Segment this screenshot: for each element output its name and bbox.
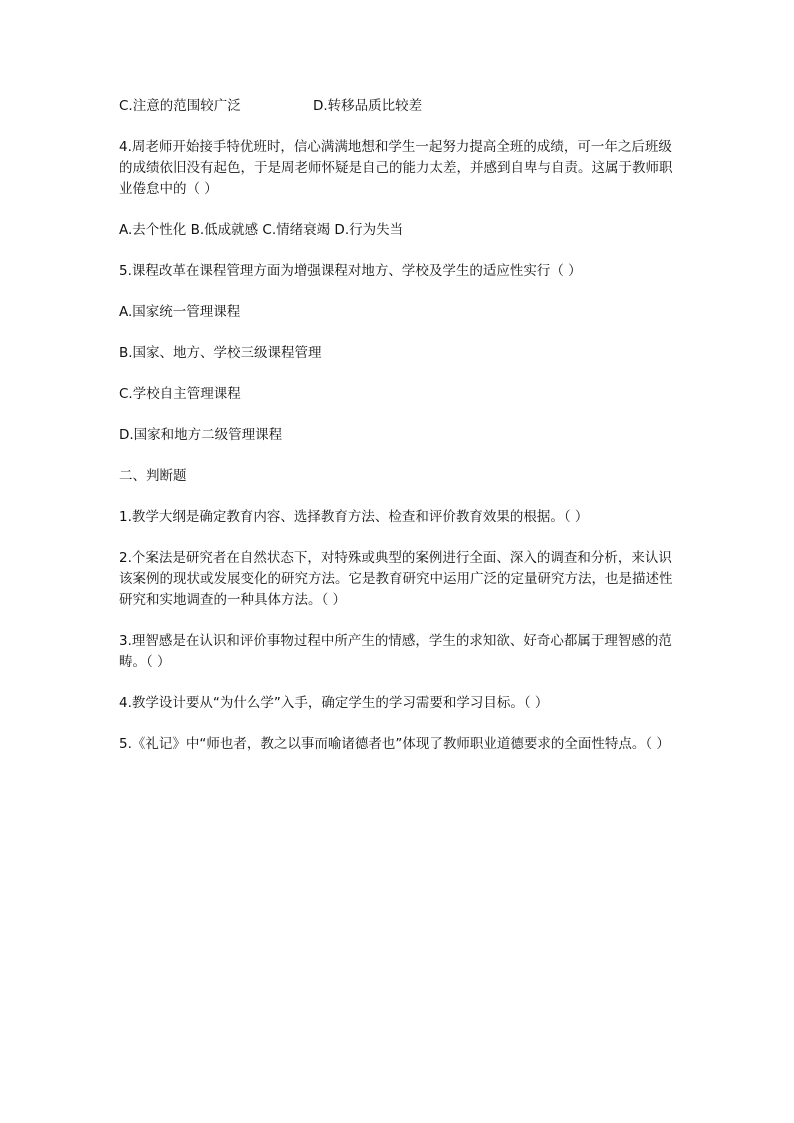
section-title-judgment: 二、判断题 <box>119 468 187 484</box>
judgment-item-1: 1.教学大纲是确定教育内容、选择教育方法、检查和评价教育效果的根据。（ ） <box>119 509 589 525</box>
judgment-item-3: 3.理智感是在认识和评价事物过程中所产生的情感，学生的求知欲、好奇心都属于理智感的范畴。（ ） <box>119 633 672 670</box>
q5-option-a: A.国家统一管理课程 <box>119 304 241 320</box>
q3-option-d: D.转移品质比较差 <box>313 98 423 114</box>
judgment-item-4: 4.教学设计要从“为什么学”入手，确定学生的学习需要和学习目标。（ ） <box>119 695 549 711</box>
q3-options-row <box>119 96 679 117</box>
q5-option-b: B.国家、地方、学校三级课程管理 <box>119 345 322 361</box>
judgment-item-2: 2.个案法是研究者在自然状态下，对特殊或典型的案例进行全面、深入的调查和分析，来认识该案例的现状或发展变化的研究方法。它是教育研究中运用广泛的定量研究方法，也是描述性研究和实地调查的一种具体方法。（ ） <box>119 550 673 608</box>
judgment-item-5: 5.《礼记》中“师也者，教之以事而喻诸德者也”体现了教师职业道德要求的全面性特点。（ ） <box>119 736 670 752</box>
q4-stem: 4.周老师开始接手特优班时，信心满满地想和学生一起努力提高全班的成绩，可一年之后班级的成绩依旧没有起色，于是周老师怀疑是自己的能力太差，并感到自卑与自责。这属于教师职业倦怠中的（ ） <box>119 139 673 197</box>
q3-option-c: C.注意的范围较广泛 <box>119 98 241 114</box>
q4-options: A.去个性化 B.低成就感 C.情绪衰竭 D.行为失当 <box>119 222 404 238</box>
q5-option-c: C.学校自主管理课程 <box>119 386 241 402</box>
q5-stem: 5.课程改革在课程管理方面为增强课程对地方、学校及学生的适应性实行（ ） <box>119 263 582 279</box>
q5-option-d: D.国家和地方二级管理课程 <box>119 427 283 443</box>
document-content <box>119 96 679 775</box>
